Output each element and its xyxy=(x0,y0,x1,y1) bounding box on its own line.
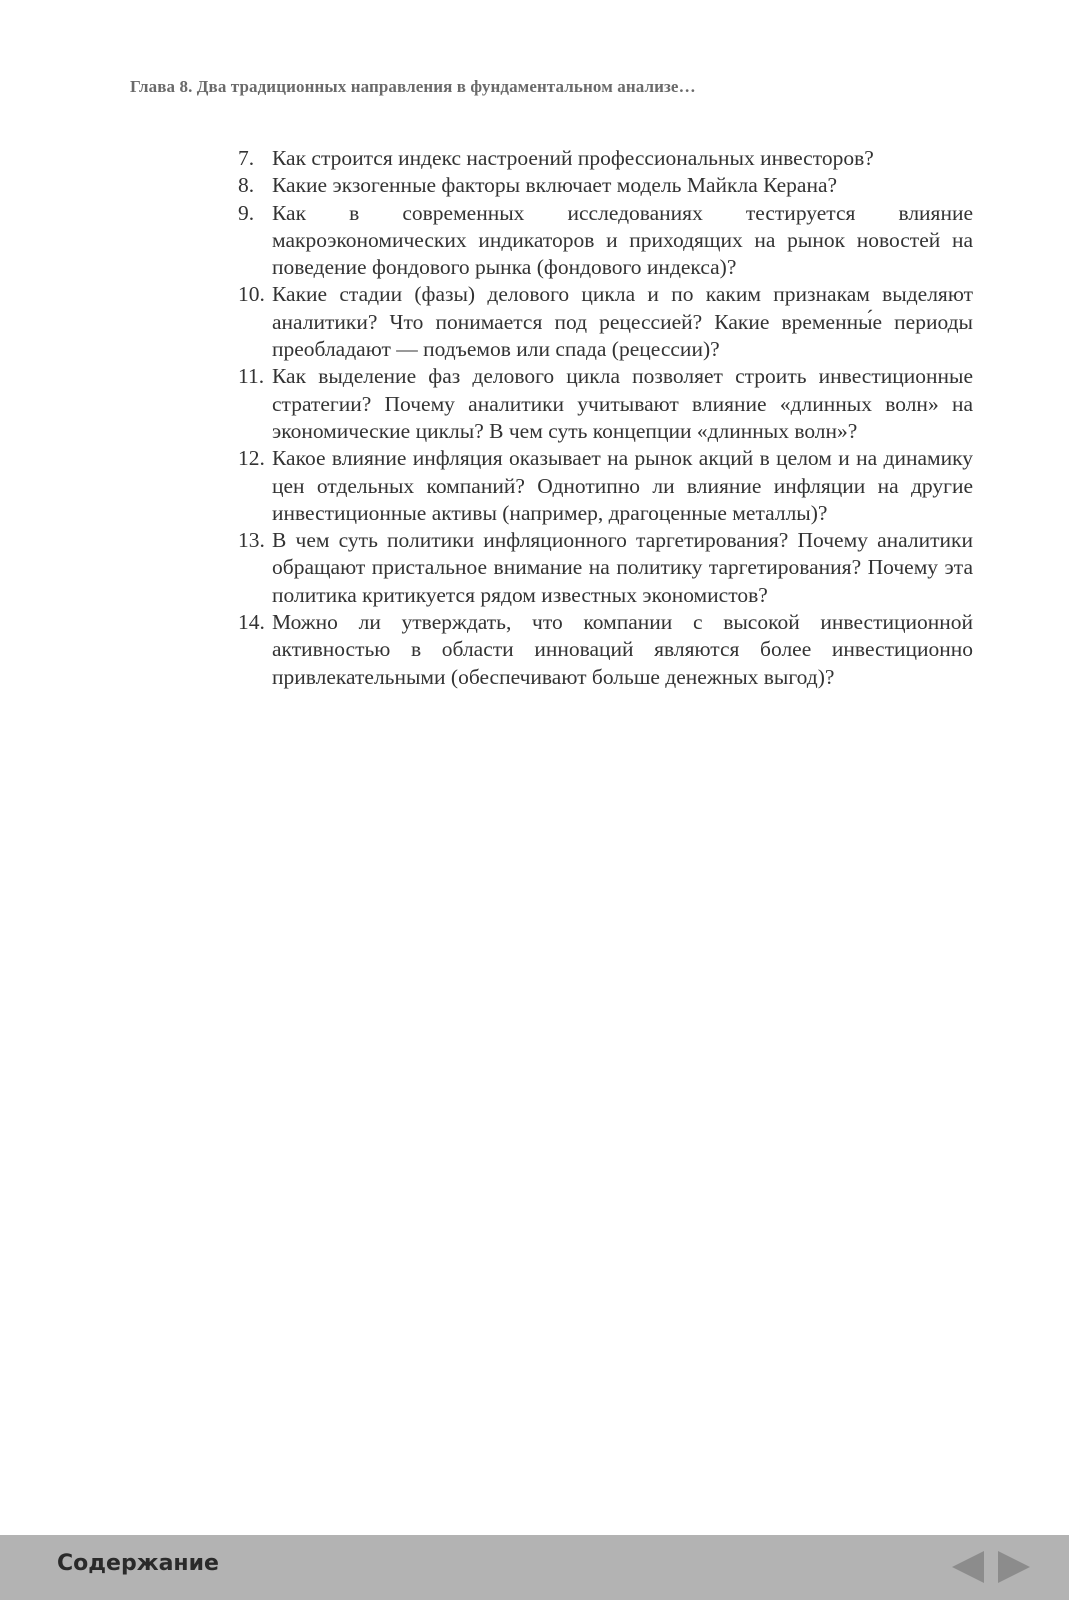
item-number: 8. xyxy=(238,173,255,198)
item-number: 10. xyxy=(238,282,265,307)
footer-navigation-bar xyxy=(0,1535,1069,1600)
list-item xyxy=(238,172,973,199)
running-header: Глава 8. Два традиционных направления в фундаментальном анализе… xyxy=(130,77,696,96)
triangle-left-icon[interactable] xyxy=(952,1551,984,1583)
item-number: 7. xyxy=(238,146,255,170)
item-number: 13. xyxy=(238,528,265,553)
list-item xyxy=(238,200,973,282)
item-number: 9. xyxy=(238,200,255,225)
list-item xyxy=(238,363,973,445)
triangle-right-icon[interactable] xyxy=(998,1551,1030,1583)
list-item xyxy=(238,609,973,691)
item-text: В чем суть политики инфляционного таргетирования? Почему аналитики обращают пристальное внимание на политику таргетирования? Почему эта политика критикуется рядом известных экономистов? xyxy=(272,528,973,607)
item-text: Какие экзогенные факторы включает модель Майкла Керана? xyxy=(272,173,838,198)
question-list xyxy=(238,145,973,691)
item-text: Какое влияние инфляция оказывает на рынок акций в целом и на динамику цен отдельных компаний? Однотипно ли влияние инфляции на другие инвестиционные активы (например, драгоценные металлы)? xyxy=(272,446,973,525)
item-text: Как строится индекс настроений профессиональных инвесторов? xyxy=(272,146,874,170)
item-text: Как выделение фаз делового цикла позволяет строить инвестиционные стратегии? Почему аналитики учитывают влияние «длинных волн» на экономические циклы? В чем суть концепции «длинных волн»? xyxy=(272,364,973,443)
item-number: 14. xyxy=(238,610,265,635)
item-text: Можно ли утверждать, что компании с высокой инвестиционной активностью в области инноваций являются более инвестиционно привлекательными (обеспечивают больше денежных выгод)? xyxy=(272,610,973,689)
contents-link[interactable]: Содержание xyxy=(57,1551,219,1576)
item-number: 12. xyxy=(238,446,265,471)
list-item xyxy=(238,527,973,609)
list-item xyxy=(238,445,973,527)
item-text: Какие стадии (фазы) делового цикла и по каким признакам выделяют аналитики? Что понимается под рецессией? Какие временны́е периоды преобладают — подъемов или спада (рецессии)? xyxy=(272,282,973,362)
item-text: Как в современных исследованиях тестируется влияние макроэкономических индикаторов и приходящих на рынок новостей на поведение фондового рынка (фондового индекса)? xyxy=(272,200,973,280)
list-item xyxy=(238,281,973,363)
list-item xyxy=(238,145,973,172)
item-number: 11. xyxy=(238,364,265,389)
